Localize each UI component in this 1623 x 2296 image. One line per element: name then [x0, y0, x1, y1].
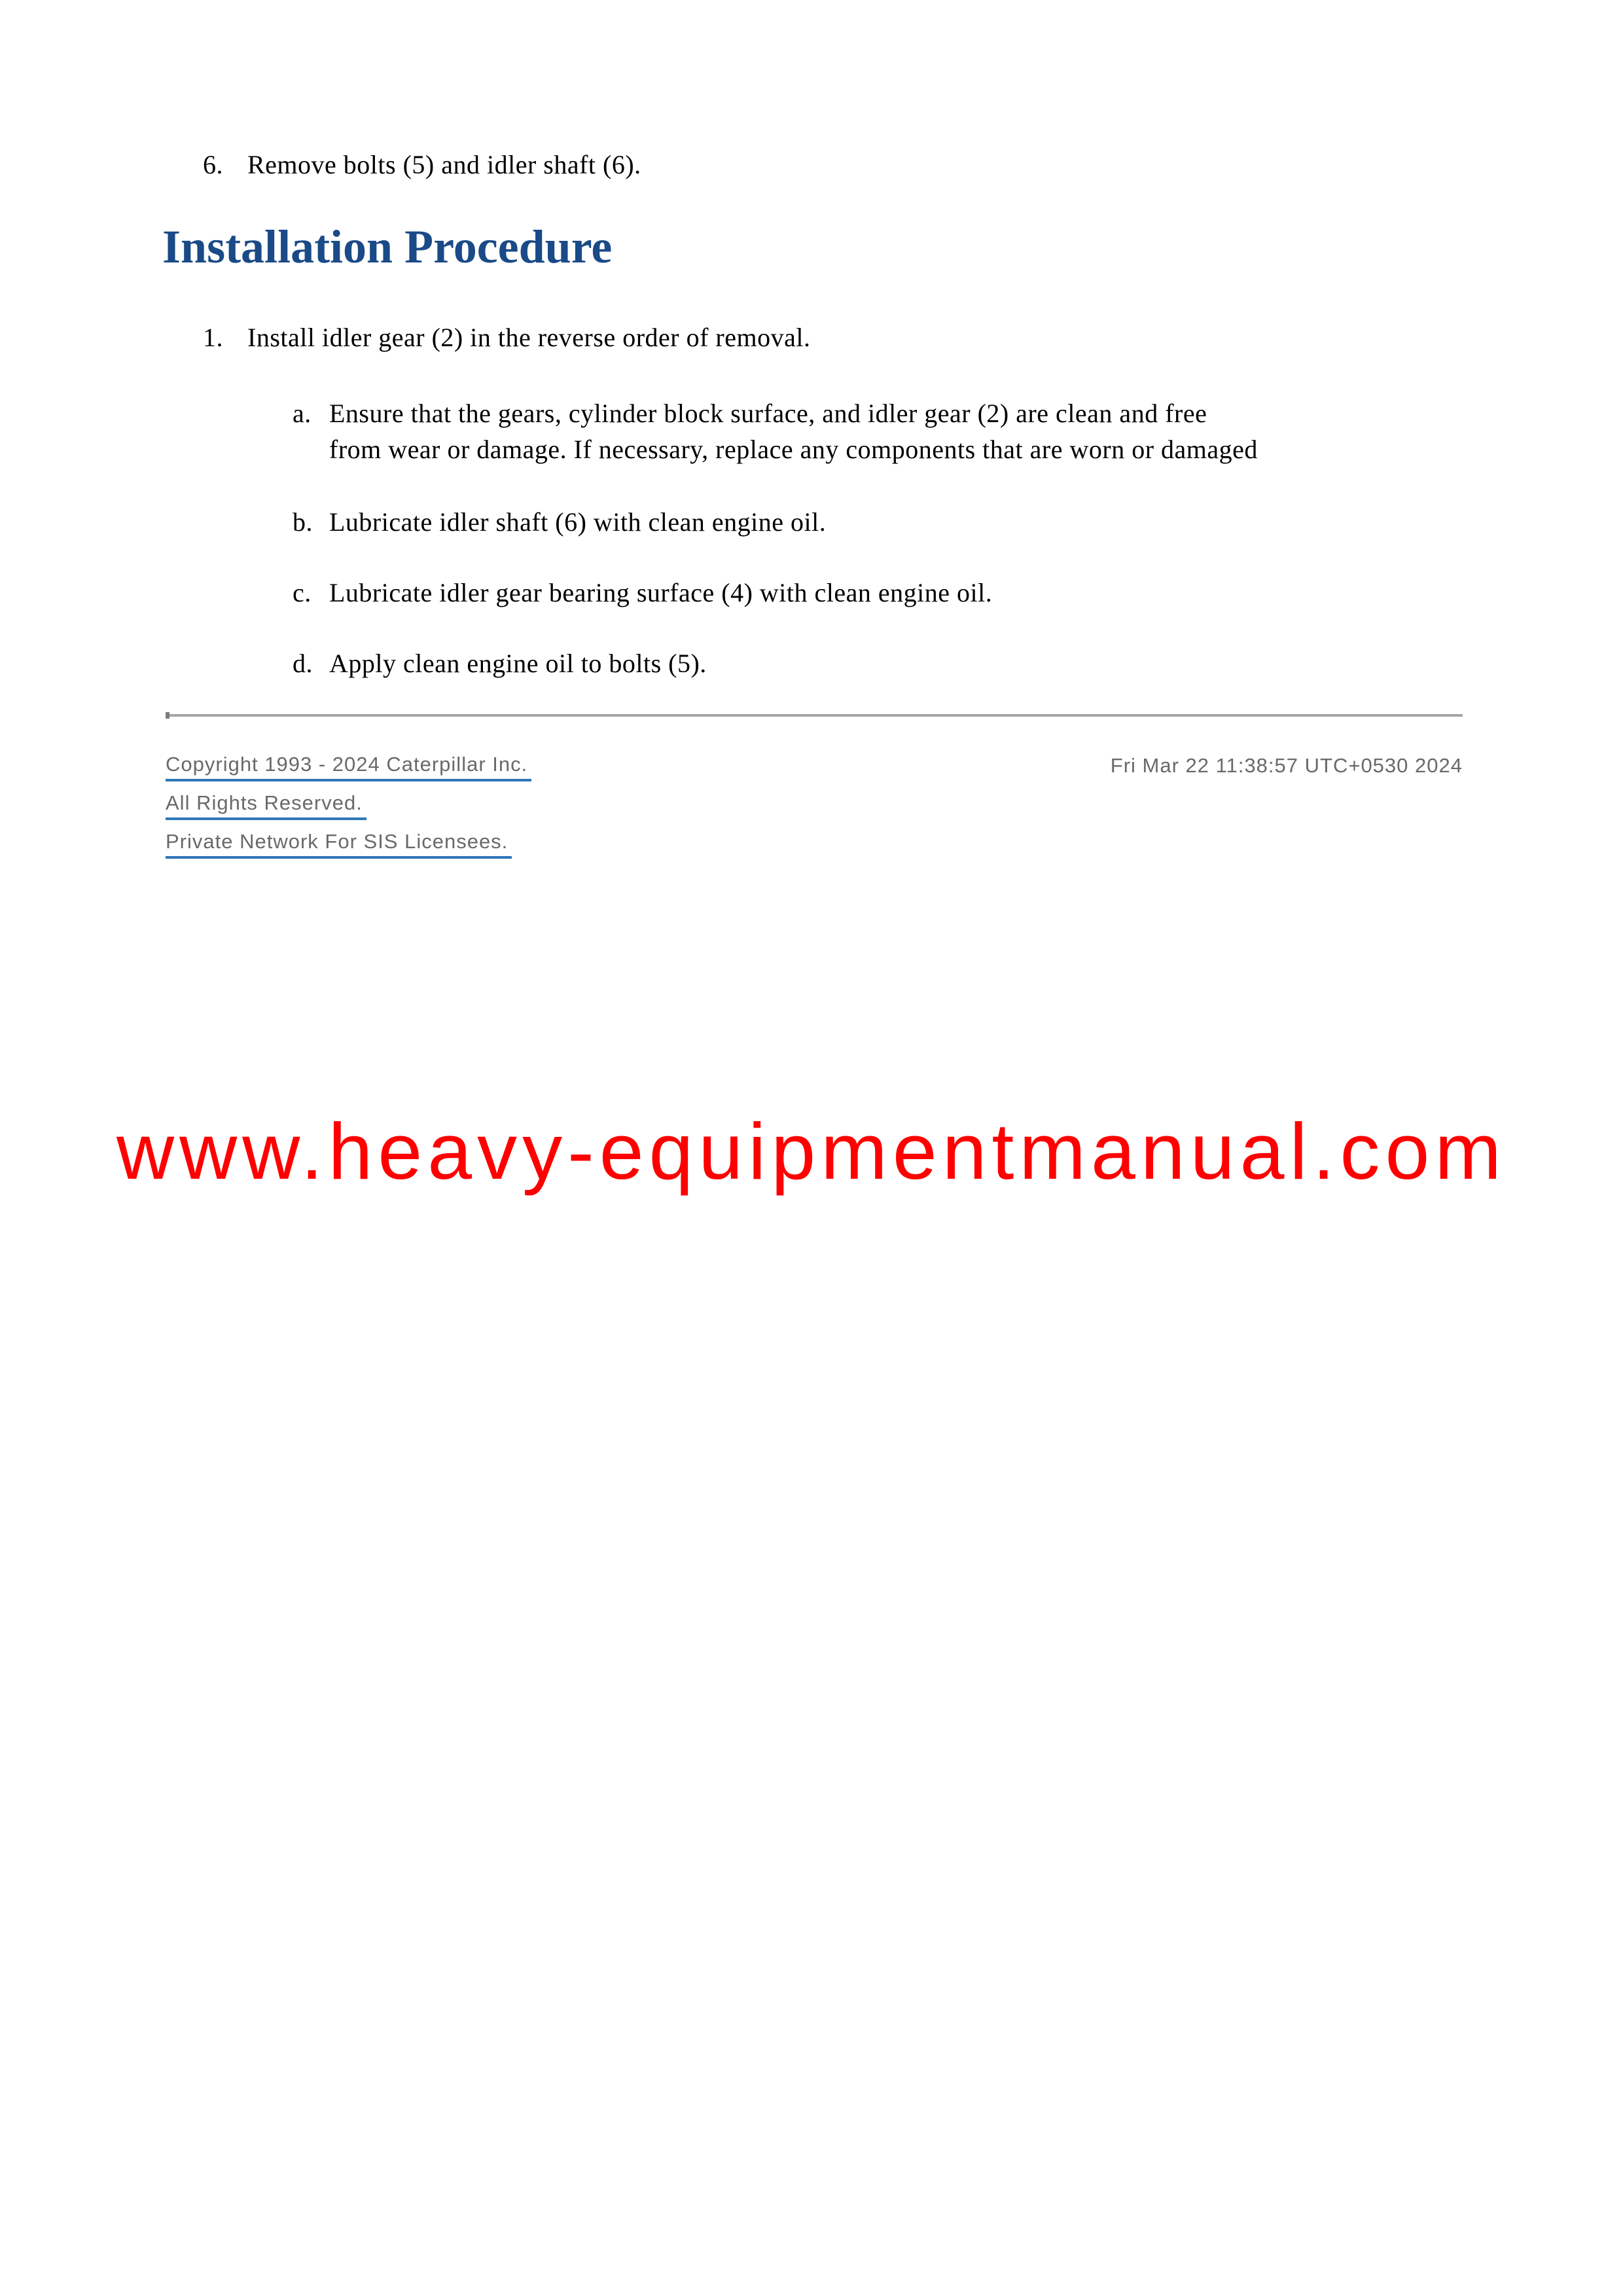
- sis-licensees-link[interactable]: Private Network For SIS Licensees.: [166, 830, 512, 859]
- all-rights-reserved-link[interactable]: All Rights Reserved.: [166, 791, 366, 820]
- footer-row: [166, 791, 1463, 820]
- list-item-1: [0, 322, 1623, 353]
- list-item-6: [0, 149, 1623, 181]
- sub-list-item-b: [0, 507, 1623, 538]
- page-title: Installation Procedure: [162, 221, 613, 273]
- sub-item-text: Apply clean engine oil to bolts (5).: [329, 649, 707, 678]
- sub-list-item-d: [0, 648, 1623, 679]
- footer-row: [166, 830, 1463, 859]
- sub-item-text: [329, 395, 1258, 467]
- footer: [166, 753, 1463, 859]
- sub-item-letter: b.: [293, 507, 313, 537]
- watermark-url: www.heavy-equipmentmanual.com: [116, 1107, 1507, 1196]
- sub-item-line: from wear or damage. If necessary, replace any components that are worn or damaged: [329, 435, 1258, 464]
- list-item-text: Remove bolts (5) and idler shaft (6).: [247, 150, 641, 179]
- timestamp: Fri Mar 22 11:38:57 UTC+0530 2024: [1110, 754, 1463, 777]
- copyright-link[interactable]: Copyright 1993 - 2024 Caterpillar Inc.: [166, 753, 531, 781]
- sub-item-letter: d.: [293, 649, 313, 678]
- footer-divider: [166, 714, 1463, 717]
- sub-list-item-a: [0, 395, 1623, 467]
- sub-item-text: Lubricate idler shaft (6) with clean engine oil.: [329, 507, 827, 537]
- sub-item-letter: a.: [293, 399, 312, 428]
- footer-row: [166, 753, 1463, 781]
- list-item-number: 6.: [203, 150, 223, 179]
- divider-left-cap: [166, 712, 169, 719]
- list-item-number: 1.: [203, 323, 223, 352]
- sub-item-line: Ensure that the gears, cylinder block surface, and idler gear (2) are clean and free: [329, 399, 1207, 428]
- sub-item-letter: c.: [293, 578, 312, 607]
- sub-list-item-c: [0, 577, 1623, 609]
- list-item-text: Install idler gear (2) in the reverse order of removal.: [247, 323, 811, 352]
- sub-item-text: Lubricate idler gear bearing surface (4) with clean engine oil.: [329, 578, 993, 607]
